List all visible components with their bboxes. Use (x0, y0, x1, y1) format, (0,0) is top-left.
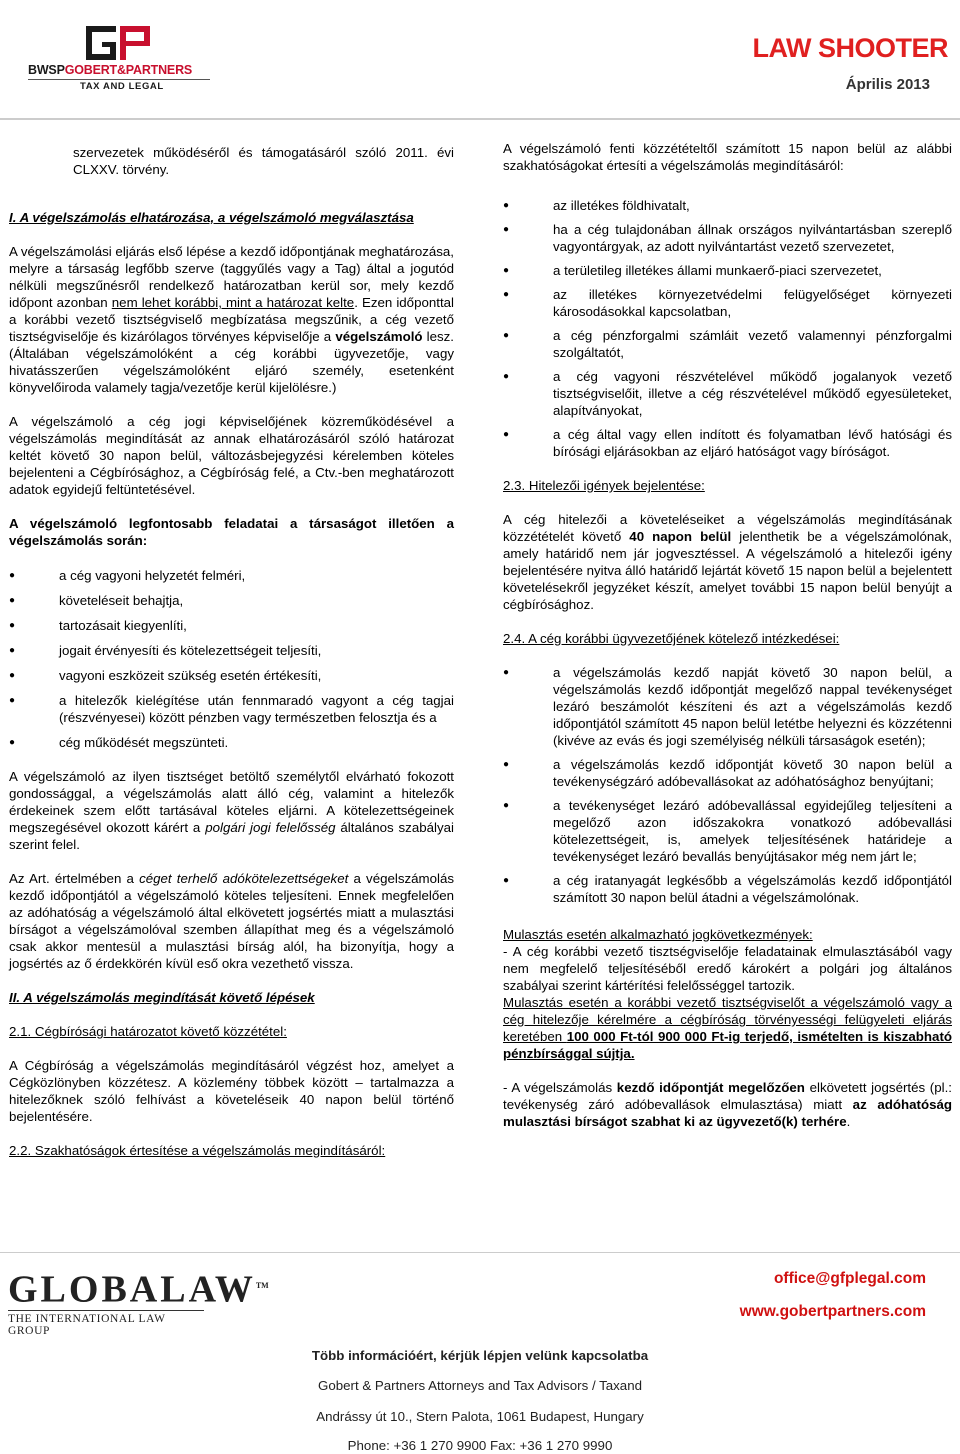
paragraph-5: A Cégbíróság a végelszámolás megindításáról végzést hoz, amelyet a Cégközlönyben közzétesz. A közlemény többek között – tartalmazza a hitelezőknek szóló felhívást a követeléseik 40 napon belül történő bejelentésére. (9, 1058, 454, 1124)
gobert-partners-logo (24, 24, 214, 100)
logo-divider (28, 79, 210, 80)
list-item: ● a végelszámolás kezdő napját követő 30 napon belül, a végelszámolás kezdő időpontját megelőző nappal tevékenységet lezáró beszámolót készíteni és azt a végelszámolás kezdő időpontjától számított 45 napon belül letétbe helyezni és közzétenni (kivéve az evás és jogi személyiség nélküli társaságok esetén); (503, 664, 952, 749)
sanction-3: - A végelszámolás kezdő időpontját megelőzően elkövetett jogsértés (pl.: tevékenység záró adóbevallások elmulasztása) miatt az adóhatóság mulasztási bírságot szabhat ki az ügyvezető(k) terhére. (503, 1080, 952, 1129)
email-link[interactable]: office@gfplegal.com (773, 1270, 926, 1287)
brand-tagline: TAX AND LEGAL (80, 81, 164, 92)
footer-divider (0, 1252, 960, 1253)
list-item: ● tartozásait kiegyenlíti, (9, 617, 454, 634)
tasks-list (9, 567, 454, 751)
sanctions-title: Mulasztás esetén alkalmazható jogkövetkezmények: (503, 927, 813, 942)
subsection-2-3-title: 2.3. Hitelezői igények bejelentése: (503, 478, 705, 493)
list-item: ● az illetékes földhivatalt, (503, 197, 952, 214)
firm-phone: Phone: +36 1 270 9900 Fax: +36 1 270 9990 (347, 1438, 613, 1453)
left-column (9, 144, 454, 178)
creditors-paragraph: A cég hitelezői a követeléseiket a végelszámolás megindításának közzétételét követő 40 napon belül jelenthetik be a végelszámolónak, amely határidő nem jár jogvesztéssel. A végelszámoló a hitelezői igény bejelentésére nyitva álló határidő lejártát követő 15 napon belül a bejelentett követelésekről jegyzéket készít, amelyet további 15 napon belül benyújt a cégbírósághoz. (503, 512, 952, 612)
list-item: ● a cég iratanyagát legkésőbb a végelszámolás kezdő időpontjától számított 30 napon belül átadni a végelszámolónak. (503, 872, 952, 906)
section-2-title: II. A végelszámolás megindítását követő lépések (9, 990, 315, 1005)
paragraph-4: Az Art. értelmében a céget terhelő adókötelezettségeket a végelszámolás kezdő időpontjától a végelszámoló köteles teljesíteni. Ennek megfelelően az adóhatóság a végelszámoló által elkövetett jogsértés miatt a mulasztási bírságot a végelszámolóval szemben állapíthat meg és a végelszámoló csak akkor mentesül a mulasztási bírság alól, ha bizonyítja, hogy a jogsértés az ő érdekkörén kívül eső okra vezethető vissza. (9, 871, 455, 971)
issue-date: Április 2013 (845, 76, 930, 93)
subsection-2-2-title: 2.2. Szakhatóságok értesítése a végelszámolás megindításáról: (9, 1143, 386, 1158)
header-divider (0, 118, 960, 120)
list-item: ● követeléseit behajtja, (9, 592, 454, 609)
left-column-main (9, 209, 454, 1159)
subsection-2-1-title: 2.1. Cégbírósági határozatot követő közzététel: (9, 1024, 287, 1039)
subsection-2-4-title: 2.4. A cég korábbi ügyvezetőjének kötelező intézkedései: (503, 631, 840, 646)
sanction-2: Mulasztás esetén a korábbi vezető tisztségviselőt a végelszámoló vagy a cég hitelezője kérelmére a cégbíróság törvényességi felügyeleti eljárás keretében 100 000 Ft-tól 900 000 Ft-ig terjedő, ismételten is kiszabható pénzbírsággal sújtja. (503, 995, 952, 1061)
list-item: ● a hitelezők kielégítése után fennmaradó vagyont a cég tagjai (részvényesei) között pénzben vagy természetben felosztja és a (9, 692, 454, 726)
firm-name: Gobert & Partners Attorneys and Tax Advisors / Taxand (318, 1378, 642, 1393)
contact-prompt: Több információért, kérjük lépjen velünk kapcsolatba (311, 1348, 649, 1363)
authorities-list (503, 197, 952, 460)
paragraph-3: A végelszámoló az ilyen tisztséget betöltő személytől elvárható fokozott gondossággal, a végelszámolás alatt álló cég, valamint a hitelezők érdekeinek szem előtt tartásával köteles eljárni. A kötelezettségeinek megszegésével okozott kárért a polgári jogi felelősség általános szabályai szerint felel. (9, 769, 454, 852)
brand-name: BWSPGOBERT&PARTNERS (28, 63, 193, 77)
list-item: ● cég működését megszünteti. (9, 734, 454, 751)
list-item: ● a cég pénzforgalmi számláit vezető valamennyi pénzforgalmi szolgáltatót, (503, 327, 952, 361)
list-item: ● ha a cég tulajdonában állnak országos nyilvántartásban szereplő vagyontárgyak, az adott nyilvántartást vezető szervezetet, (503, 221, 952, 255)
list-item: ● a területileg illetékes állami munkaerő-piaci szervezetet, (503, 262, 952, 279)
right-column (503, 140, 952, 1130)
authorities-intro: A végelszámoló fenti közzétételtől számított 15 napon belül az alábbi szakhatóságokat értesíti a végelszámolás megindításáról: (503, 141, 952, 173)
sanction-1: - A cég korábbi vezető tisztségviselője feladatainak elmulasztásából vagy nem megfelelő teljesítéséből eredő károkért a polgári jog általános szabályai szerint kártérítési felelősséggel tartozik. (503, 944, 952, 993)
globalaw-name: GLOBALAW™ (8, 1268, 269, 1311)
list-item: ● a tevékenységet lezáró adóbevallással egyidejűleg teljesíteni a megelőző azon időszakokra vonatkozó adóbevallási kötelezettségeit, is, amelyek teljesítésének határideje a tevékenységet lezáró bevallás benyújtásakor még nem járt le; (503, 797, 952, 865)
globalaw-logo (8, 1266, 269, 1337)
list-item: ● vagyoni eszközeit szükség esetén értékesíti, (9, 667, 454, 684)
list-item: ● a cég által vagy ellen indított és folyamatban lévő hatósági és bírósági eljárásokban az eljáró hatóságot vagy bíróságot. (503, 426, 952, 460)
newsletter-title: LAW SHOOTER (752, 33, 948, 63)
paragraph-1: A végelszámolási eljárás első lépése a kezdő időpontjának meghatározása, melyre a társaság legfőbb szerve (taggyűlés vagy a Tag) által a jogutód nélküli megszűnésről rendelkező határozatban kerül sor, mely kezdő időpont azonban nem lehet korábbi, mint a határozat kelte. Ezen időponttal a korábbi vezető tisztségviselő megbízatása megszűnik, a cég vezető tisztségviselője és kizárólagos törvényes képviselője a végelszámoló lesz. (Általában végelszámolóként a cég korábbi ügyvezetője, vagy hivatásszerűen végelszámolóként eljáró személy, esetenként könyvelőiroda valamely tagja/vezetője kerül kijelölésre.) (9, 244, 454, 395)
website-link[interactable]: www.gobertpartners.com (739, 1303, 926, 1320)
tasks-title: A végelszámoló legfontosabb feladatai a társaságot illetően a végelszámolás során: (9, 516, 454, 548)
list-item: ● a cég vagyoni részvételével működő jogalanyok vezető tisztségviselőit, illetve a cég részvételével működő egyesületeket, alapítványokat, (503, 368, 952, 419)
globalaw-tagline: THE INTERNATIONAL LAW GROUP (8, 1310, 204, 1337)
gp-logo-mark-icon (86, 26, 152, 62)
list-item: ● a cég vagyoni helyzetét felméri, (9, 567, 454, 584)
intro-text: szervezetek működéséről és támogatásáról szóló 2011. évi CLXXV. törvény. (73, 145, 454, 177)
duties-list (503, 664, 952, 906)
firm-address: Andrássy út 10., Stern Palota, 1061 Budapest, Hungary (316, 1409, 644, 1424)
section-1-title: I. A végelszámolás elhatározása, a végelszámoló megválasztása (9, 210, 414, 225)
list-item: ● a végelszámolás kezdő időpontját követő 30 napon belül a tevékenységzáró adóbevallásokat az adóhatósághoz benyújtani; (503, 756, 952, 790)
list-item: ● az illetékes környezetvédelmi felügyelőséget környezeti károsodásokkal kapcsolatban, (503, 286, 952, 320)
paragraph-2: A végelszámoló a cég jogi képviselőjének közreműködésével a végelszámolás megindítását az annak elhatározásáról szóló határozat keltét követő 30 napon belül, változásbejegyzési kérelemben köteles bejelenteni a Cégbírósághoz, a Cégbíróság felé, a Ctv.-ben meghatározott adatok egyidejű feltüntetésével. (9, 414, 454, 497)
list-item: ● jogait érvényesíti és kötelezettségeit teljesíti, (9, 642, 454, 659)
